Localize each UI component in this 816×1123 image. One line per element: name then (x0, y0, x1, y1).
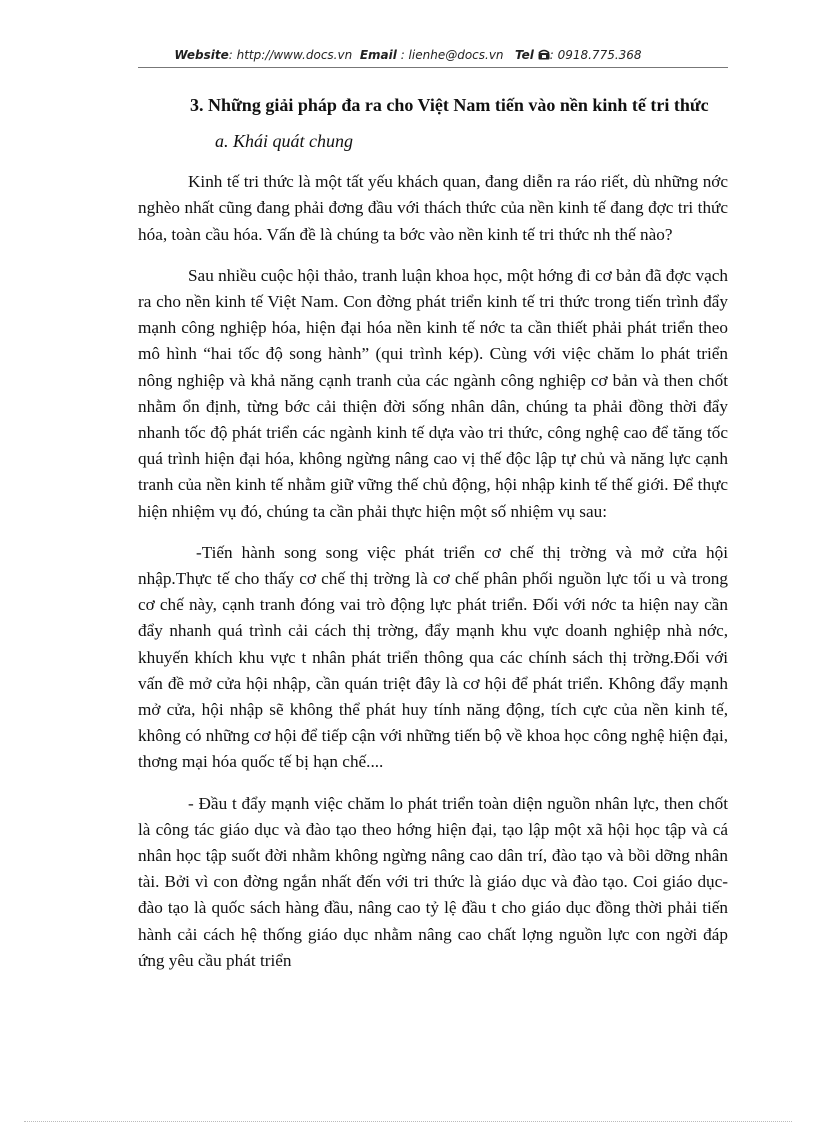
tel-value: : 0918.775.368 (549, 48, 642, 62)
email-label: Email (359, 48, 397, 62)
header-divider (138, 67, 728, 68)
page-header (0, 48, 816, 63)
website-label: Website (174, 48, 229, 62)
phone-icon (538, 49, 550, 63)
paragraph-1: Kinh tế tri thức là một tất yếu khách quan, đang diễn ra ráo riết, dù những nớc nghèo nhất cũng đang phải đơng đầu với thách thức của nền kinh tế đang đợc tri thức hóa, toàn cầu hóa. Vấn đề là chúng ta bớc vào nền kinh tế tri thức nh thế nào? (138, 172, 728, 244)
email-value: : lienhe@docs.vn (400, 48, 504, 62)
paragraph-3: -Tiến hành song song việc phát triển cơ chế thị trờng và mở cửa hội nhập.Thực tế cho thấy cơ chế thị trờng là cơ chế phân phối nguồn lực tối u và trong cơ chế này, cạnh tranh đóng vai trò động lực phát triển. Đối với nớc ta hiện nay cần đẩy nhanh quá trình cải cách thị trờng, đẩy mạnh khu vực doanh nghiệp nhà nớc, khuyến khích khu vực t nhân phát triển thông qua các chính sách thị trờng.Đối với vấn đề mở cửa hội nhập, cần quán triệt đây là cơ hội để phát triển. Không đẩy mạnh mở cửa, hội nhập sẽ không thể phát huy tính năng động, tích cực của nền kinh tế, không có những cơ hội để tiếp cận với những tiến bộ về khoa học công nghệ hiện đại, thơng mại hóa quốc tế bị hạn chế.... (138, 542, 729, 772)
section-heading: 3. Những giải pháp đa ra cho Việt Nam tiến vào nền kinh tế tri thức (190, 95, 709, 115)
document-body (138, 92, 728, 989)
paragraph-2: Sau nhiều cuộc hội thảo, tranh luận khoa học, một hớng đi cơ bản đã đợc vạch ra cho nền kinh tế Việt Nam. Con đờng phát triển kinh tế tri thức trong tiến trình đẩy mạnh công nghiệp hóa, hiện đại hóa nền kinh tế nớc ta cần thiết phải phát triển theo mô hình “hai tốc độ song hành” (qui trình kép). Cùng với việc chăm lo phát triển nông nghiệp và khả năng cạnh tranh của các ngành công nghiệp cơ bản và then chốt nhằm ổn định, từng bớc cải thiện đời sống nhân dân, chúng ta phải đồng thời đẩy nhanh tốc độ phát triển các ngành kinh tế dựa vào tri thức, công nghệ cao để tăng tốc quá trình hiện đại hóa, không ngừng nâng cao vị thế độc lập tự chủ và năng lực cạnh tranh của nền kinh tế nhằm giữ vững thế chủ động, hội nhập kinh tế thế giới. Để thực hiện nhiệm vụ đó, chúng ta cần phải thực hiện một số nhiệm vụ sau: (138, 265, 728, 521)
paragraph-4: - Đầu t đẩy mạnh việc chăm lo phát triển toàn diện nguồn nhân lực, then chốt là công tác giáo dục và đào tạo theo hớng hiện đại, tạo lập một xã hội học tập và cá nhân học tập suốt đời nhằm không ngừng nâng cao dân trí, đào tạo và bồi dỡng nhân tài. Bởi vì con đờng ngắn nhất đến với tri thức là giáo dục và đào tạo. Coi giáo dục- đào tạo là quốc sách hàng đầu, nâng cao tỷ lệ đầu t cho giáo dục đồng thời phải tiến hành cải cách hệ thống giáo dục nhằm nâng cao chất lợng nguồn lực con ngời đáp ứng yêu cầu phát triển (138, 793, 728, 970)
subsection-heading: a. Khái quát chung (215, 131, 353, 151)
footer-divider (24, 1121, 792, 1122)
website-value: : http://www.docs.vn (228, 48, 353, 62)
tel-label: Tel (515, 48, 534, 62)
